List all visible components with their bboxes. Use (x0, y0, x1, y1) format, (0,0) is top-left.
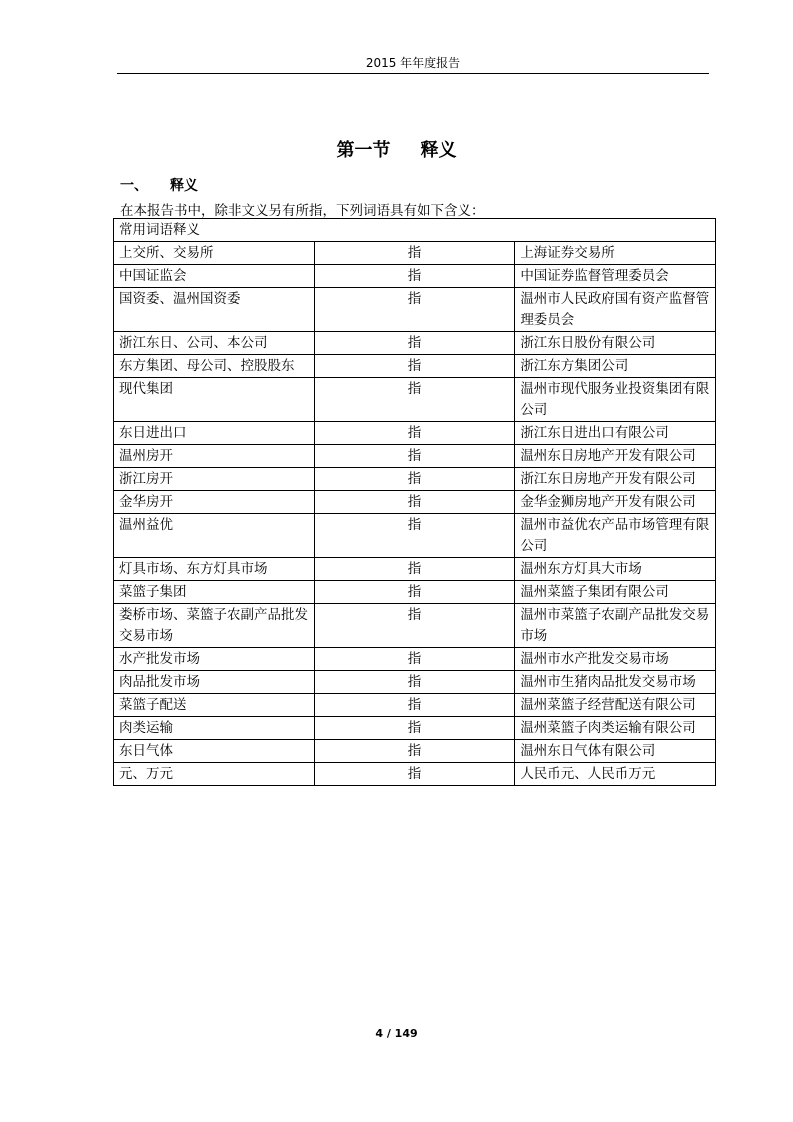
term-cell: 菜篮子集团 (114, 581, 315, 604)
term-cell: 温州益优 (114, 514, 315, 558)
table-row (114, 671, 716, 694)
table-caption: 常用词语释义 (114, 219, 716, 242)
meaning-cell: 温州市人民政府国有资产监督管理委员会 (515, 288, 716, 332)
term-cell: 灯具市场、东方灯具市场 (114, 558, 315, 581)
table-row (114, 445, 716, 468)
ref-cell: 指 (314, 648, 515, 671)
page-header: 2015 年年度报告 (365, 56, 461, 70)
term-cell: 东日气体 (114, 740, 315, 763)
term-cell: 现代集团 (114, 378, 315, 422)
ref-cell: 指 (314, 694, 515, 717)
table-row (114, 378, 716, 422)
sub-heading (120, 175, 198, 195)
meaning-cell: 人民币元、人民币万元 (515, 763, 716, 786)
meaning-cell: 温州市益优农产品市场管理有限公司 (515, 514, 716, 558)
meaning-cell: 温州菜篮子经营配送有限公司 (515, 694, 716, 717)
meaning-cell: 上海证券交易所 (515, 242, 716, 265)
page-number: 4 / 149 (375, 1027, 418, 1040)
ref-cell: 指 (314, 740, 515, 763)
ref-cell: 指 (314, 671, 515, 694)
ref-cell: 指 (314, 332, 515, 355)
ref-cell: 指 (314, 378, 515, 422)
section-number: 第一节 (336, 140, 391, 161)
table-row (114, 288, 716, 332)
table-row (114, 265, 716, 288)
table-row (114, 717, 716, 740)
meaning-cell: 温州菜篮子集团有限公司 (515, 581, 716, 604)
ref-cell: 指 (314, 581, 515, 604)
meaning-cell: 温州东日气体有限公司 (515, 740, 716, 763)
term-cell: 肉品批发市场 (114, 671, 315, 694)
header-rule (117, 73, 709, 74)
ref-cell: 指 (314, 763, 515, 786)
term-cell: 东日进出口 (114, 422, 315, 445)
term-cell: 肉类运输 (114, 717, 315, 740)
meaning-cell: 金华金狮房地产开发有限公司 (515, 491, 716, 514)
ref-cell: 指 (314, 558, 515, 581)
ref-cell: 指 (314, 265, 515, 288)
meaning-cell: 中国证券监督管理委员会 (515, 265, 716, 288)
meaning-cell: 温州市现代服务业投资集团有限公司 (515, 378, 716, 422)
meaning-cell: 温州东日房地产开发有限公司 (515, 445, 716, 468)
table-row (114, 581, 716, 604)
ref-cell: 指 (314, 468, 515, 491)
section-title (0, 136, 793, 162)
meaning-cell: 浙江东方集团公司 (515, 355, 716, 378)
table-row (114, 514, 716, 558)
table-row (114, 422, 716, 445)
meaning-cell: 温州市菜篮子农副产品批发交易市场 (515, 604, 716, 648)
term-cell: 菜篮子配送 (114, 694, 315, 717)
sub-heading-number: 一、 (120, 178, 148, 194)
meaning-cell: 浙江东日房地产开发有限公司 (515, 468, 716, 491)
meaning-cell: 温州市水产批发交易市场 (515, 648, 716, 671)
term-cell: 浙江房开 (114, 468, 315, 491)
term-cell: 上交所、交易所 (114, 242, 315, 265)
table-row (114, 468, 716, 491)
term-cell: 浙江东日、公司、本公司 (114, 332, 315, 355)
term-cell: 中国证监会 (114, 265, 315, 288)
term-cell: 温州房开 (114, 445, 315, 468)
term-cell: 东方集团、母公司、控股股东 (114, 355, 315, 378)
meaning-cell: 温州菜篮子肉类运输有限公司 (515, 717, 716, 740)
intro-text: 在本报告书中，除非文义另有所指，下列词语具有如下含义： (120, 203, 485, 219)
table-row (114, 332, 716, 355)
table-row (114, 694, 716, 717)
table-row (114, 740, 716, 763)
ref-cell: 指 (314, 604, 515, 648)
ref-cell: 指 (314, 355, 515, 378)
ref-cell: 指 (314, 422, 515, 445)
table-row (114, 604, 716, 648)
meaning-cell: 温州东方灯具大市场 (515, 558, 716, 581)
table-row (114, 763, 716, 786)
term-cell: 元、万元 (114, 763, 315, 786)
table-row (114, 242, 716, 265)
meaning-cell: 浙江东日进出口有限公司 (515, 422, 716, 445)
meaning-cell: 浙江东日股份有限公司 (515, 332, 716, 355)
ref-cell: 指 (314, 242, 515, 265)
table-row (114, 558, 716, 581)
table-caption-row (114, 219, 716, 242)
term-cell: 水产批发市场 (114, 648, 315, 671)
meaning-cell: 温州市生猪肉品批发交易市场 (515, 671, 716, 694)
table-row (114, 355, 716, 378)
ref-cell: 指 (314, 514, 515, 558)
ref-cell: 指 (314, 717, 515, 740)
ref-cell: 指 (314, 288, 515, 332)
table-row (114, 491, 716, 514)
term-cell: 娄桥市场、菜篮子农副产品批发交易市场 (114, 604, 315, 648)
table-row (114, 648, 716, 671)
ref-cell: 指 (314, 491, 515, 514)
term-cell: 金华房开 (114, 491, 315, 514)
ref-cell: 指 (314, 445, 515, 468)
definitions-table (113, 218, 716, 786)
sub-heading-name: 释义 (170, 178, 198, 194)
term-cell: 国资委、温州国资委 (114, 288, 315, 332)
section-name: 释义 (420, 140, 457, 161)
